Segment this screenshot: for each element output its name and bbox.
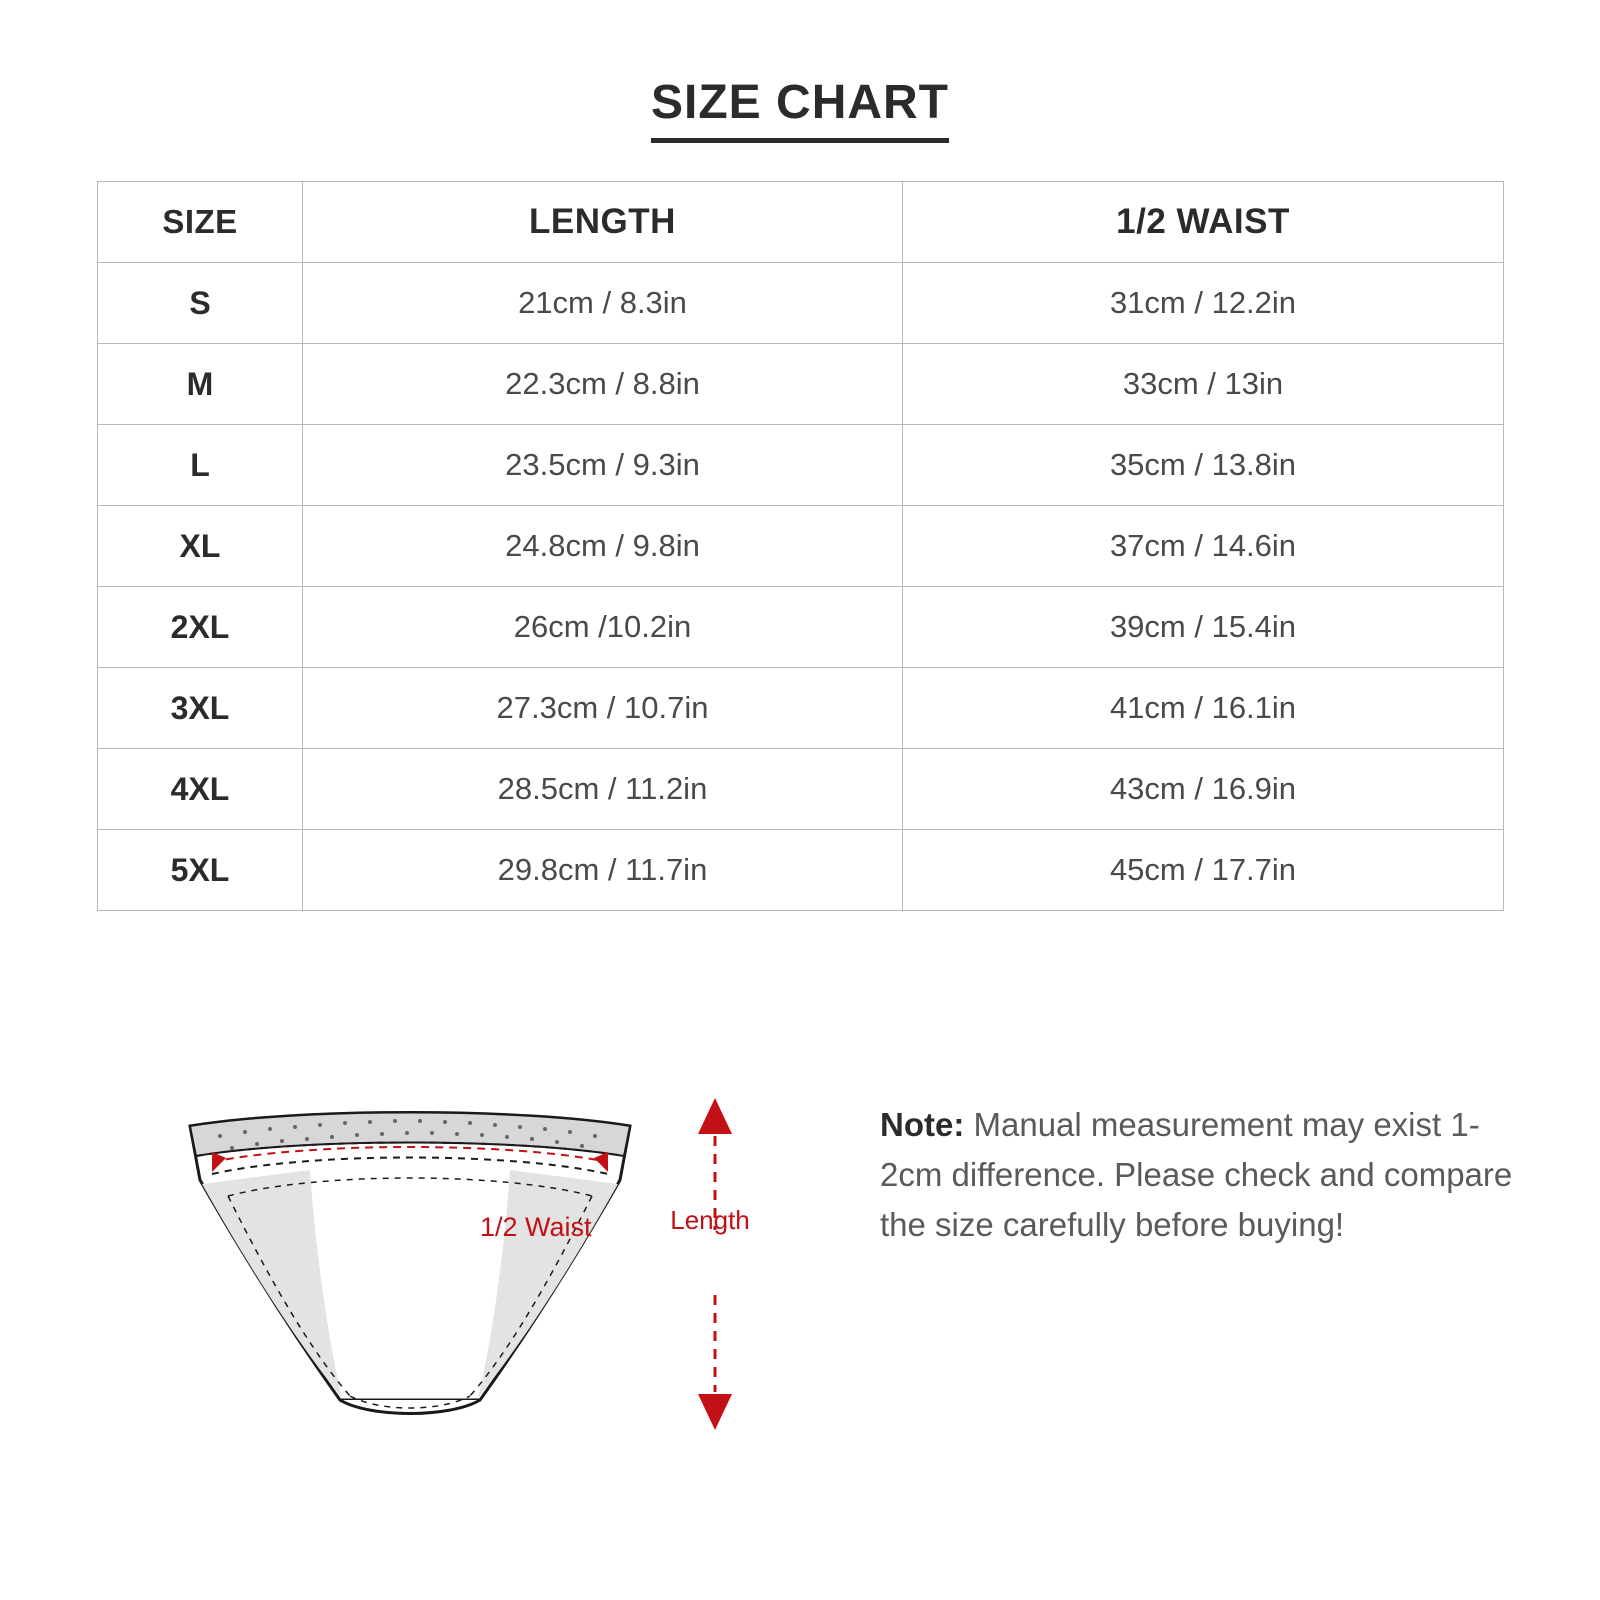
panties-diagram-icon xyxy=(150,1100,670,1430)
table-header-row xyxy=(98,182,1504,263)
table-row xyxy=(98,587,1504,668)
table-row xyxy=(98,263,1504,344)
waist-measure-label: 1/2 Waist xyxy=(480,1212,592,1242)
cell-waist: 41cm / 16.1in xyxy=(903,668,1504,749)
cell-size: 5XL xyxy=(98,830,303,911)
cell-waist: 39cm / 15.4in xyxy=(903,587,1504,668)
cell-length: 26cm /10.2in xyxy=(303,587,903,668)
cell-size: XL xyxy=(98,506,303,587)
note-text xyxy=(880,1100,1540,1250)
cell-waist: 31cm / 12.2in xyxy=(903,263,1504,344)
page-title-container xyxy=(0,0,1600,143)
length-arrow-icon xyxy=(660,1090,770,1470)
cell-size: S xyxy=(98,263,303,344)
table-row xyxy=(98,668,1504,749)
cell-waist: 45cm / 17.7in xyxy=(903,830,1504,911)
cell-waist: 37cm / 14.6in xyxy=(903,506,1504,587)
length-measure-label: Length xyxy=(670,1205,750,1235)
note-body: Manual measurement may exist 1-2cm difference. Please check and compare the size carefully before buying! xyxy=(880,1106,1513,1244)
table-row xyxy=(98,749,1504,830)
table-row xyxy=(98,830,1504,911)
cell-waist: 43cm / 16.9in xyxy=(903,749,1504,830)
cell-size: L xyxy=(98,425,303,506)
cell-size: 4XL xyxy=(98,749,303,830)
cell-size: 2XL xyxy=(98,587,303,668)
cell-length: 23.5cm / 9.3in xyxy=(303,425,903,506)
cell-length: 24.8cm / 9.8in xyxy=(303,506,903,587)
measurement-guide xyxy=(0,1090,1600,1510)
cell-size: 3XL xyxy=(98,668,303,749)
size-chart-table-container xyxy=(97,181,1503,911)
cell-length: 21cm / 8.3in xyxy=(303,263,903,344)
column-header-length: LENGTH xyxy=(303,182,903,263)
cell-waist: 35cm / 13.8in xyxy=(903,425,1504,506)
cell-size: M xyxy=(98,344,303,425)
size-chart-table xyxy=(97,181,1504,911)
cell-length: 22.3cm / 8.8in xyxy=(303,344,903,425)
cell-length: 27.3cm / 10.7in xyxy=(303,668,903,749)
table-row xyxy=(98,344,1504,425)
page-title: SIZE CHART xyxy=(651,78,949,143)
cell-length: 29.8cm / 11.7in xyxy=(303,830,903,911)
note-label: Note: xyxy=(880,1106,965,1143)
cell-waist: 33cm / 13in xyxy=(903,344,1504,425)
table-row xyxy=(98,506,1504,587)
table-row xyxy=(98,425,1504,506)
cell-length: 28.5cm / 11.2in xyxy=(303,749,903,830)
column-header-size: SIZE xyxy=(98,182,303,263)
table-body xyxy=(98,263,1504,911)
table-header xyxy=(98,182,1504,263)
column-header-waist: 1/2 WAIST xyxy=(903,182,1504,263)
